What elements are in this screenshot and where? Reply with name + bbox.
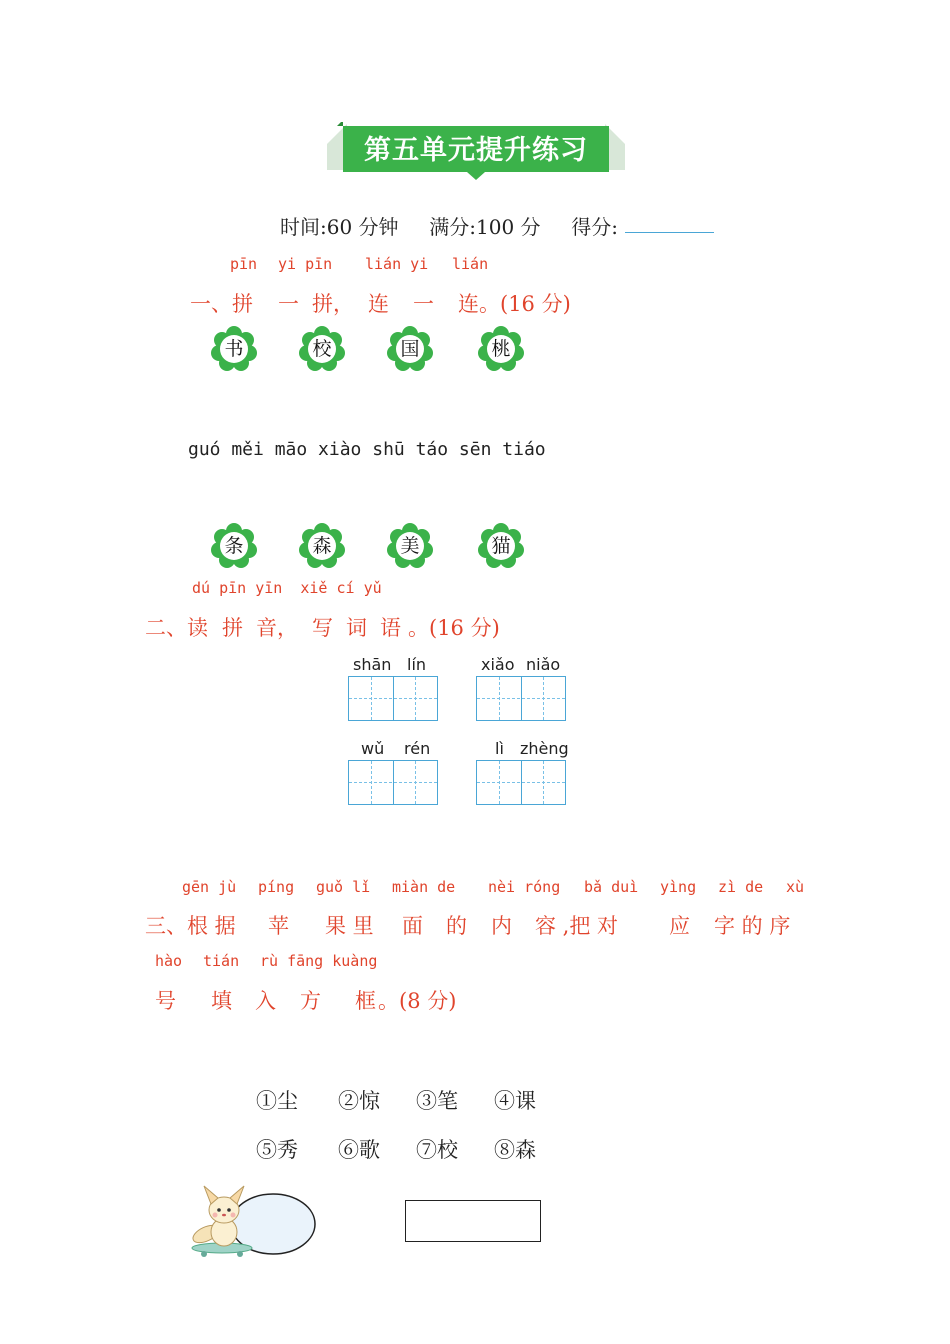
q2-title-part: 词 [346,616,367,640]
q3-title-part: 应 [669,914,690,938]
exam-header [280,211,618,240]
word2-pinyin-1: xiǎo [481,655,515,674]
page-title: 第五单元提升练习 [364,135,588,166]
q3-title-part: 号 [155,989,176,1013]
q3-pinyin: nèi róng [488,878,561,896]
writing-grid-2[interactable] [476,676,566,721]
q3-pinyin: tián [203,952,240,970]
q3-title-part: 三、根 据 [145,914,236,938]
q3-title-part: 方 [300,989,321,1013]
q1-title-part: 一、拼 [190,292,253,316]
option-item: ⑤秀 [256,1138,298,1162]
score-label: 得分: [571,215,619,239]
title-banner [327,122,625,180]
word4-pinyin-2: zhèng [520,739,569,758]
option-item: ③笔 [416,1089,458,1113]
writing-grid-4[interactable] [476,760,566,805]
word1-pinyin-2: lín [407,655,427,674]
q3-title-part: 。(8 分) [378,989,457,1013]
q3-pinyin: guǒ lǐ [316,878,371,896]
word2-pinyin-2: niǎo [526,655,561,674]
q3-title-part: 面 [402,914,423,938]
q2-title-part: 写 [312,616,333,640]
q1-pinyin-3: lián yi [365,255,429,273]
flower-char-top-4[interactable]: 桃 [478,326,524,372]
score-input-line[interactable] [625,232,714,233]
word4-pinyin-1: lì [495,739,504,758]
q2-title-part: 音， [256,616,298,640]
q3-pinyin: gēn jù [182,878,237,896]
option-item: ⑧森 [494,1138,536,1162]
q1-title-part: 连。(16 分) [458,292,571,316]
option-item: ②惊 [338,1089,380,1113]
q1-title-part: 拼， [312,292,354,316]
q1-pinyin-2: yi pīn [278,255,333,273]
q3-pinyin: yìng [660,878,697,896]
q3-title-part: 苹 [268,914,289,938]
fox-illustration [186,1184,321,1260]
q3-title-part: 容 ,把 对 [535,914,619,938]
q2-title-part: 语 [380,616,401,640]
flower-char-top-1[interactable]: 书 [211,326,257,372]
flower-char-bottom-1[interactable]: 条 [211,523,257,569]
q1-pinyin-row: guó měi māo xiào shū táo sēn tiáo [188,439,546,460]
word3-pinyin-1: wǔ [361,739,385,758]
q3-title-part: 框 [355,989,376,1013]
q3-pinyin: rù fāng kuàng [260,952,378,970]
q3-pinyin: zì de [718,878,764,896]
q3-pinyin: hào [155,952,183,970]
q3-pinyin: bǎ duì [584,878,639,896]
q3-pinyin: xù [786,878,805,896]
q3-title-part: 的 [446,914,467,938]
option-item: ④课 [494,1089,536,1113]
q2-title-part: 拼 [222,616,243,640]
q2-title-part: 二、读 [145,616,208,640]
q2-pinyin: dú pīn yīn xiě cí yǔ [192,579,382,597]
q2-title-part: 。(16 分) [408,616,500,640]
q3-title-part: 果 里 [325,914,374,938]
option-item: ①尘 [256,1089,298,1113]
q3-pinyin: píng [258,878,295,896]
option-item: ⑦校 [416,1138,458,1162]
flower-char-bottom-4[interactable]: 猫 [478,523,524,569]
full-score: 满分:100 分 [429,215,541,239]
q3-pinyin: miàn de [392,878,456,896]
word3-pinyin-2: rén [404,739,431,758]
writing-grid-1[interactable] [348,676,438,721]
q1-title-part: 一 [413,292,434,316]
option-item: ⑥歌 [338,1138,380,1162]
q1-title-part: 一 [278,292,299,316]
time-limit: 时间:60 分钟 [280,215,399,239]
q1-title-part: 连 [368,292,389,316]
q3-title-part: 入 [255,989,276,1013]
q3-title-part: 填 [211,989,232,1013]
flower-char-bottom-2[interactable]: 森 [299,523,345,569]
answer-box[interactable] [405,1200,541,1242]
flower-char-top-2[interactable]: 校 [299,326,345,372]
writing-grid-3[interactable] [348,760,438,805]
word1-pinyin-1: shān [353,655,392,674]
q3-title-part: 字 的 序 [714,914,791,938]
flower-char-bottom-3[interactable]: 美 [387,523,433,569]
q1-pinyin-1: pīn [230,255,258,273]
q1-pinyin-4: lián [452,255,489,273]
flower-char-top-3[interactable]: 国 [387,326,433,372]
q3-title-part: 内 [491,914,512,938]
